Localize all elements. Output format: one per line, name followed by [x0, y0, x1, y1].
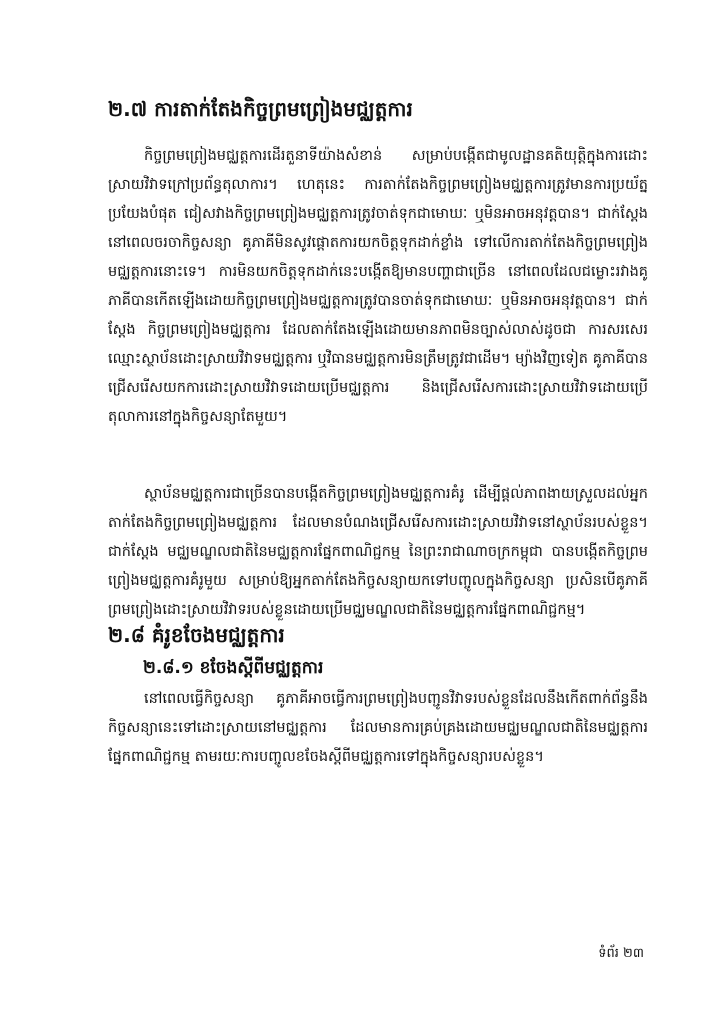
- paragraph-2-7-2: ស្ថាប័នមជ្ឈត្តការជាច្រើនបានបង្កើតកិច្ចព្រមព្រៀងមជ្ឈត្តការគំរូ ដើម្បីផ្តល់ភាពងាយស្រួលដល់អ្នកតាក់តែងកិច្ចព្រមព្រៀងមជ្ឈត្តការ ដែលមានបំណងជ្រើសរើសការដោះស្រាយវិវាទនៅស្ថាប័នរបស់ខ្លួន។ ជាក់ស្តែង មជ្ឈមណ្ឌលជាតិនៃមជ្ឈត្តការផ្នែកពាណិជ្ជកម្ម នៃព្រះរាជាណាចក្រកម្ពុជា បានបង្កើតកិច្ចព្រមព្រៀងមជ្ឈត្តការគំរូមួយ សម្រាប់ឱ្យអ្នកតាក់តែងកិច្ចសន្យាយកទៅបញ្ចូលក្នុងកិច្ចសន្យា ប្រសិនបើគូភាគីព្រមព្រៀងដោះស្រាយវិវាទរបស់ខ្លួនដោយប្រើមជ្ឈមណ្ឌលជាតិនៃមជ្ឈត្តការផ្នែកពាណិជ្ជកម្ម។: [108, 486, 648, 618]
- paragraph-2-8-1: នៅពេលធ្វើកិច្ចសន្យា គូភាគីអាចធ្វើការព្រមព្រៀងបញ្ជូនវិវាទរបស់ខ្លួនដែលនឹងកើតពាក់ព័ន្ធនឹងកិច្ចសន្យានេះទៅដោះស្រាយនៅមជ្ឈត្តការ ដែលមានការគ្រប់គ្រងដោយមជ្ឈមណ្ឌលជាតិនៃមជ្ឈត្តការផ្នែកពាណិជ្ជកម្ម តាមរយៈការបញ្ចូលខចែងស្តីពីមជ្ឈត្តការទៅក្នុងកិច្ចសន្យារបស់ខ្លួន។: [108, 691, 648, 765]
- paragraph-2-7-1: កិច្ចព្រមព្រៀងមជ្ឈត្តការដើរតួនាទីយ៉ាងសំខាន់ សម្រាប់បង្កើតជាមូលដ្ឋានគតិយុត្តិក្នុងការដោះស្រាយវិវាទក្រៅប្រព័ន្ធតុលាការ។ ហេតុនេះ ការតាក់តែងកិច្ចព្រមព្រៀងមជ្ឈត្តការត្រូវមានការប្រយ័ត្នប្រយែងបំផុត ជៀសវាងកិច្ចព្រមព្រៀងមជ្ឈត្តការត្រូវចាត់ទុកជាមោឃៈ ឬមិនអាចអនុវត្តបាន។ ជាក់ស្តែង នៅពេលចរចាកិច្ចសន្យា គូភាគីមិនសូវផ្តោតការយកចិត្តទុកដាក់ខ្លាំង ទៅលើការតាក់តែងកិច្ចព្រមព្រៀងមជ្ឈត្តការនោះទេ។ ការមិនយកចិត្តទុកដាក់នេះបង្កើតឱ្យមានបញ្ហាជាច្រើន នៅពេលដែលជម្លោះរវាងគូភាគីបានកើតឡើងដោយកិច្ចព្រមព្រៀងមជ្ឈត្តការត្រូវបានចាត់ទុកជាមោឃៈ ឬមិនអាចអនុវត្តបាន។ ជាក់ស្តែង កិច្ចព្រមព្រៀងមជ្ឈត្តការ ដែលតាក់តែងឡើងដោយមានភាពមិនច្បាស់លាស់ដូចជា ការសរសេរឈ្មោះស្ថាប័នដោះស្រាយវិវាទមជ្ឈត្តការ ឬវិធានមជ្ឈត្តការមិនត្រឹមត្រូវជាដើម។ ម្យ៉ាងវិញទៀត គូភាគីបានជ្រើសរើសយកការដោះស្រាយវិវាទដោយប្រើមជ្ឈត្តការ និងជ្រើសរើសការដោះស្រាយវិវាទដោយប្រើតុលាការនៅក្នុងកិច្ចសន្យាតែមួយ។: [108, 148, 648, 425]
- page-number: ទំព័រ ២៣: [598, 946, 644, 961]
- subsection-heading-2-8-1: ២.៨.១ ខចែងស្តីពីមជ្ឈត្តការ: [143, 658, 324, 678]
- section-heading-2-8: ២.៨ គំរូខចែងមជ្ឈត្តការ: [108, 623, 285, 647]
- section-heading-2-7: ២.៧ ការតាក់តែងកិច្ចព្រមព្រៀងមជ្ឈត្តការ: [108, 97, 413, 121]
